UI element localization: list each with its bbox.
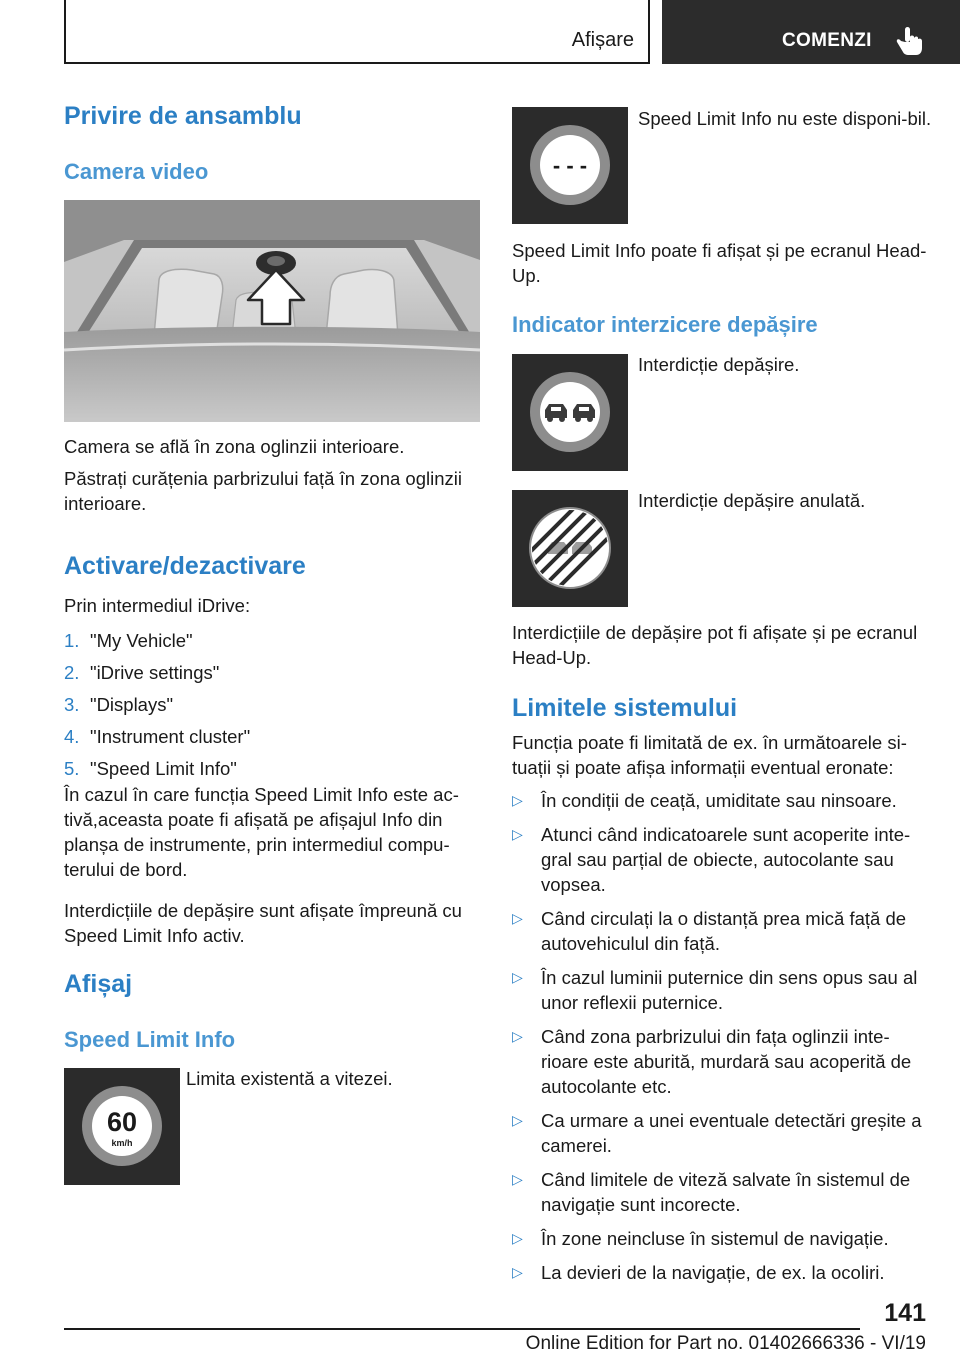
triangle-bullet-icon: ▷ <box>512 826 523 842</box>
triangle-bullet-icon: ▷ <box>512 1230 523 1246</box>
triangle-bullet-icon: ▷ <box>512 792 523 808</box>
camera-heading: Camera video <box>64 159 209 184</box>
unavailable-caption: Speed Limit Info nu este disponi-bil. <box>638 108 932 129</box>
section-title: Privire de ansamblu <box>64 102 302 130</box>
list-item: ▷ Când zona parbrizului din fața oglinzii inte-rioare este aburită, murdară sau acoperită de autocolante etc. <box>512 1026 912 1097</box>
list-item: ▷ La devieri de la navigație, de ex. la ocoliri. <box>512 1262 885 1283</box>
no-overtaking-end-sign-image <box>512 490 628 607</box>
no-overtaking-sign-image <box>512 354 628 471</box>
no-overtaking-end-icon <box>512 490 628 607</box>
overtaking-heading: Indicator interzicere depășire <box>512 312 818 337</box>
system-limits-intro: Funcția poate fi limitată de ex. în următoarele si-tuații și poate afișa informații eventual eronate: <box>512 732 907 778</box>
list-item <box>64 628 482 660</box>
triangle-bullet-icon: ▷ <box>512 969 523 985</box>
speed-limit-caption: Limita existentă a vitezei. <box>186 1068 393 1089</box>
footer-divider <box>64 1328 860 1330</box>
speed-limit-unavailable-icon <box>512 107 628 224</box>
unavailable-dashes: - - - <box>552 153 588 178</box>
list-item: ▷ În zone neincluse în sistemul de navigație. <box>512 1228 889 1249</box>
activation-steps-list <box>64 628 482 788</box>
list-item: ▷ Când limitele de viteză salvate în sistemul de navigație sunt incorecte. <box>512 1169 911 1215</box>
unavailable-sign-image <box>512 107 628 224</box>
list-item <box>64 692 482 724</box>
no-overtaking-caption: Interdicție depășire. <box>638 354 800 375</box>
speed-limit-sign-icon <box>64 1068 180 1185</box>
list-item: ▷ Atunci când indicatoarele sunt acoperite inte-gral sau parțial de obiecte, autocolante sau vopsea. <box>512 824 911 895</box>
step-text: "iDrive settings" <box>90 662 220 683</box>
camera-cleaning-text: Păstrați curățenia parbrizului față în zona oglinzii interioare. <box>64 468 462 514</box>
step-text: "Displays" <box>90 694 174 715</box>
step-number: 4. <box>64 726 80 747</box>
step-text: "My Vehicle" <box>90 630 193 651</box>
list-item: ▷ Când circulați la o distanță prea mică față de autovehiculul din față. <box>512 908 907 954</box>
no-overtaking-icon <box>512 354 628 471</box>
overtaking-headup-note: Interdicțiile de depășire pot fi afișate și pe ecranul Head-Up. <box>512 622 918 668</box>
list-item: ▷ În cazul luminii puternice din sens opus sau al unor reflexii puternice. <box>512 967 918 1013</box>
camera-location-text: Camera se află în zona oglinzii interioare. <box>64 436 405 457</box>
list-item: ▷ În condiții de ceață, umiditate sau ninsoare. <box>512 790 897 811</box>
overtaking-display-note: Interdicțiile de depășire sunt afișate împreună cu Speed Limit Info activ. <box>64 900 462 946</box>
list-item <box>64 724 482 756</box>
system-limits-list <box>512 788 932 1294</box>
speed-value: 60 <box>106 1107 138 1137</box>
camera-location-illustration <box>64 200 480 422</box>
activation-intro: Prin intermediul iDrive: <box>64 595 251 616</box>
header-section-tab <box>64 0 650 64</box>
display-heading: Afișaj <box>64 970 133 998</box>
header-chapter-label: COMENZI <box>782 30 872 51</box>
step-text: "Instrument cluster" <box>90 726 251 747</box>
step-number: 3. <box>64 694 80 715</box>
triangle-bullet-icon: ▷ <box>512 1112 523 1128</box>
step-number: 1. <box>64 630 80 651</box>
step-text: "Speed Limit Info" <box>90 758 237 779</box>
list-item: ▷ Ca urmare a unei eventuale detectări greșite a camerei. <box>512 1110 922 1156</box>
footer-edition-text: Online Edition for Part no. 01402666336 - VI/19 <box>525 1333 926 1354</box>
activation-description: În cazul în care funcția Speed Limit Info este ac-tivă,aceasta poate fi afișată pe afișajul Info din planșa de instrumente, prin intermediul compu-terului de bord. <box>64 784 459 880</box>
hand-pointer-icon <box>892 24 926 58</box>
headup-display-note: Speed Limit Info poate fi afișat și pe ecranul Head-Up. <box>512 240 927 286</box>
list-item <box>64 660 482 692</box>
speed-limit-sign-image <box>64 1068 180 1185</box>
speed-unit: km/h <box>111 1138 133 1148</box>
system-limits-heading: Limitele sistemului <box>512 694 738 722</box>
triangle-bullet-icon: ▷ <box>512 1171 523 1187</box>
step-number: 2. <box>64 662 80 683</box>
activation-heading: Activare/dezactivare <box>64 552 306 580</box>
no-overtaking-end-caption: Interdicție depășire anulată. <box>638 490 866 511</box>
triangle-bullet-icon: ▷ <box>512 1028 523 1044</box>
triangle-bullet-icon: ▷ <box>512 910 523 926</box>
triangle-bullet-icon: ▷ <box>512 1264 523 1280</box>
header-section-label: Afișare <box>571 29 634 51</box>
page-number: 141 <box>884 1299 926 1327</box>
speed-limit-info-heading: Speed Limit Info <box>64 1027 236 1052</box>
step-number: 5. <box>64 758 80 779</box>
